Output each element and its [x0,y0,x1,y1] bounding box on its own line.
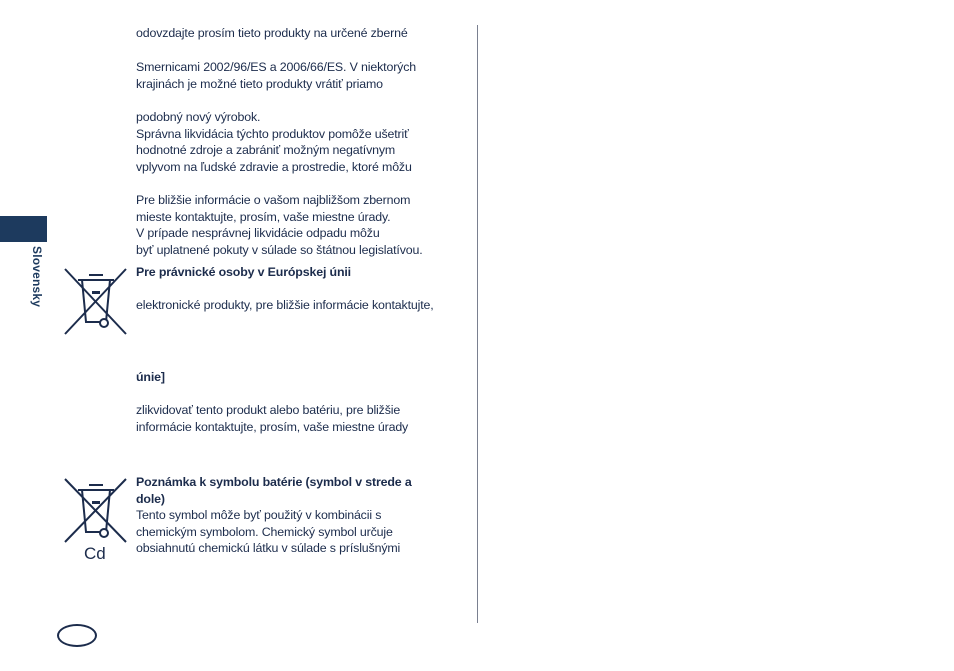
crossed-out-wheelie-bin-icon [64,266,128,336]
heading-battery-symbol: Poznámka k symbolu batérie (symbol v strede a dole) [136,475,412,506]
paragraph-business-users: elektronické produkty, pre bližšie informácie kontaktujte, [136,298,434,312]
chemical-symbol: Cd [84,544,106,563]
heading-business-users: Pre právnické osoby v Európskej únii [136,265,351,279]
paragraph-collection: odovzdajte prosím tieto produkty na určené zberné [136,26,408,40]
language-label: Slovensky [30,246,44,308]
language-tab-marker [0,216,47,242]
page-number-oval [57,624,97,647]
paragraph-disposal-benefits: podobný nový výrobok. Správna likvidácia týchto produktov pomôže ušetriť hodnotné zdroje a zabrániť možným negatívnym vplyvom na ľudské zdravie a prostredie, ktoré môžu [136,110,412,175]
paragraph-battery-symbol: Tento symbol môže byť použitý v kombinácii s chemickým symbolom. Chemický symbol určuje obsiahnutú chemickú látku v súlade s príslušnými [136,508,401,556]
paragraph-contact-authorities: Pre bližšie informácie o vašom najbližšom zbernom mieste kontaktujte, prosím, vaše miestne úrady. V prípade nesprávnej likvidácie odpadu môžu byť uplatnené pokuty v súlade so štátnou legislatívou. [136,193,423,258]
paragraph-directives: Smernicami 2002/96/ES a 2006/66/ES. V niektorých krajinách je možné tieto produkty vrátiť priamo [136,60,417,91]
paragraph-outside-eu: zlikvidovať tento produkt alebo batériu, pre bližšie informácie kontaktujte, prosím, vaše miestne úrady [136,403,409,434]
column-divider [477,25,478,623]
crossed-out-bin-battery-icon [64,476,128,544]
heading-outside-eu: únie] [136,370,165,384]
